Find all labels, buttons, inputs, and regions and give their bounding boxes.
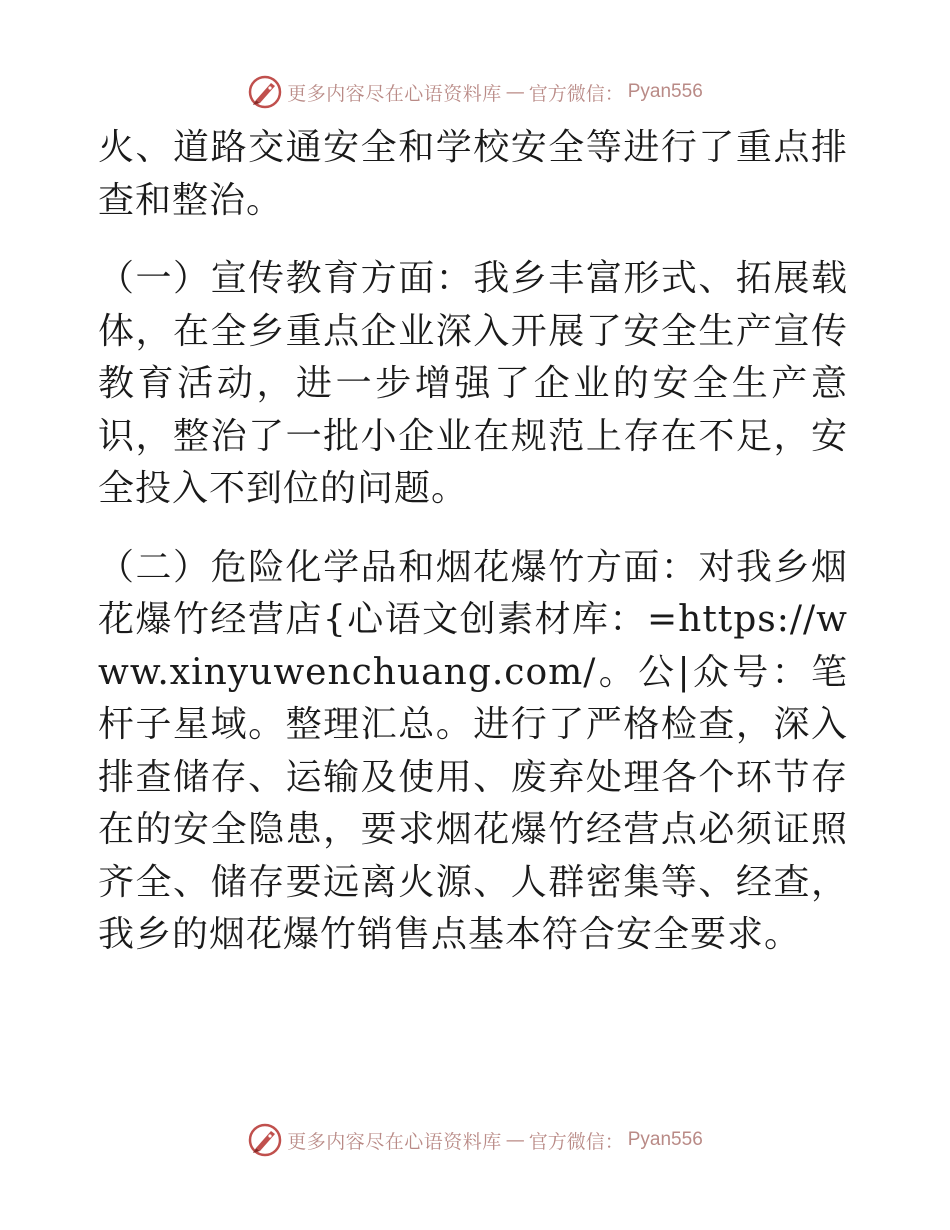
- paragraph-3: （二）危险化学品和烟花爆竹方面：对我乡烟花爆竹经营店{心语文创素材库：=https://www.xinyuwenchuang.com/。公|众号：笔杆子星域。整理汇总。进行了严格检查，深入排查储存、运输及使用、废弃处理各个环节存在的安全隐患，要求烟花爆竹经营点必须证照齐全、储存要远离火源、人群密集等、经查，我乡的烟花爆竹销售点基本符合安全要求。: [98, 546, 848, 955]
- watermark-separator: —: [505, 1129, 525, 1151]
- watermark-brand: 更多内容尽在心语资料库: [287, 1130, 502, 1153]
- paragraph-1: 火、道路交通安全和学校安全等进行了重点排查和整治。: [98, 127, 848, 221]
- watermark-label: 官方微信：: [528, 1130, 624, 1153]
- pen-nib-logo-icon: [247, 74, 283, 110]
- watermark-brand: 更多内容尽在心语资料库: [287, 82, 502, 105]
- paragraph-2: （一）宣传教育方面：我乡丰富形式、拓展载体，在全乡重点企业深入开展了安全生产宣传教育活动，进一步增强了企业的安全生产意识，整治了一批小企业在规范上存在不足，安全投入不到位的问题。: [98, 258, 848, 509]
- document-body: [98, 122, 848, 988]
- watermark-wechat-id: Pyan556: [627, 1129, 703, 1150]
- footer-watermark: [0, 1118, 950, 1162]
- watermark-wechat-id: Pyan556: [627, 81, 703, 102]
- watermark-separator: —: [505, 81, 525, 103]
- header-watermark: [0, 70, 950, 114]
- pen-nib-logo-icon: [247, 1122, 283, 1158]
- watermark-label: 官方微信：: [528, 82, 624, 105]
